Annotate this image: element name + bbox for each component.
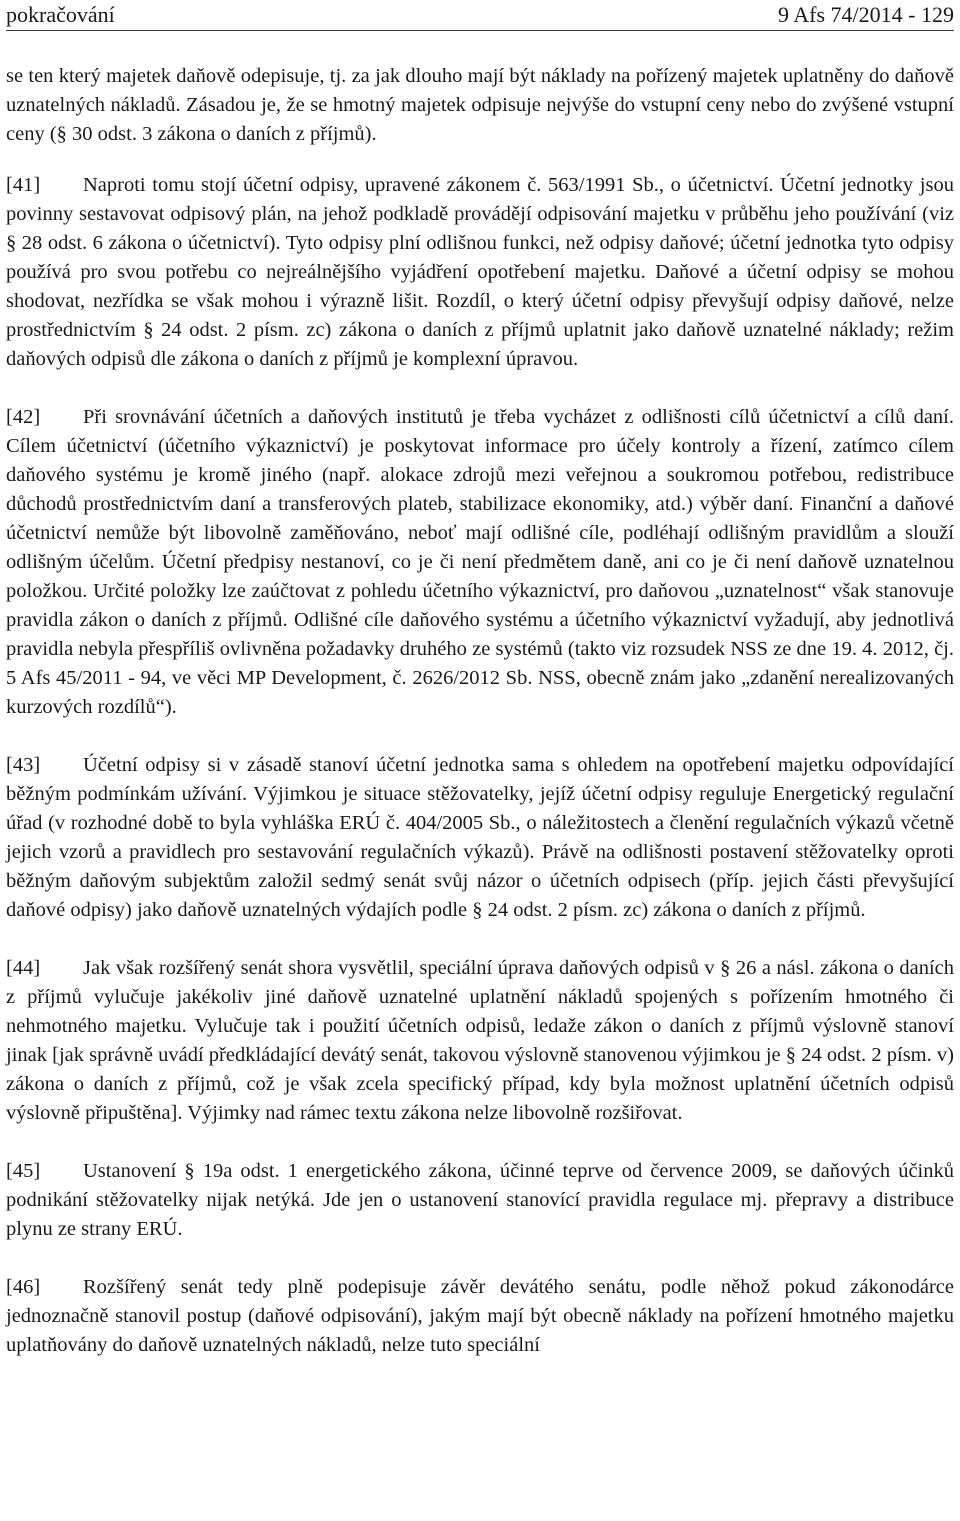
paragraph-number: [44] xyxy=(6,957,41,979)
paragraph-continuation xyxy=(6,62,954,149)
paragraph-text: Rozšířený senát tedy plně podepisuje závěr devátého senátu, podle něhož pokud zákonodárce jednoznačně stanovil postup (daňové odpisování), jakým mají být obecně náklady na pořízení hmotného majetku uplatňovány do daňově uznatelných nákladů, nelze tuto speciální xyxy=(6,1276,954,1356)
paragraph-number: [43] xyxy=(6,754,41,776)
paragraph-42 xyxy=(6,403,954,722)
paragraph-43 xyxy=(6,751,954,925)
paragraph-41 xyxy=(6,171,954,374)
header-continuation-label: pokračování xyxy=(6,2,115,27)
paragraph-text: Účetní odpisy si v zásadě stanoví účetní jednotka sama s ohledem na opotřebení majetku odpovídající běžným podmínkám užívání. Výjimkou je situace stěžovatelky, jejíž účetní odpisy reguluje Energetický regulační úřad (v rozhodné době to byla vyhláška ERÚ č. 404/2005 Sb., o náležitostech a členění regulačních výkazů včetně jejich vzorů a pravidlech pro sestavování regulačních výkazů). Právě na odlišnosti postavení stěžovatelky oproti běžným daňovým subjektům založil sedmý senát svůj názor o účetních odpisech (příp. jejich části převyšující daňové odpisy) jako daňově uznatelných výdajích podle § 24 odst. 2 písm. zc) zákona o daních z příjmů. xyxy=(6,754,954,921)
paragraph-46 xyxy=(6,1273,954,1360)
paragraph-text: Jak však rozšířený senát shora vysvětlil, speciální úprava daňových odpisů v § 26 a násl. zákona o daních z příjmů vylučuje jakékoliv jiné daňově uznatelné uplatnění nákladů spojených s pořízením hmotného či nehmotného majetku. Vylučuje tak i použití účetních odpisů, ledaže zákon o daních z příjmů výslovně stanoví jinak [jak správně uvádí předkládající devátý senát, takovou výslovně stanovenou výjimkou je § 24 odst. 2 písm. v) zákona o daních z příjmů, což je však zcela specifický případ, kdy byla možnost uplatnění účetních odpisů výslovně připuštěna]. Výjimky nad rámec textu zákona nelze libovolně rozšiřovat. xyxy=(6,957,954,1124)
paragraph-number: [41] xyxy=(6,174,41,196)
paragraph-text: Naproti tomu stojí účetní odpisy, upravené zákonem č. 563/1991 Sb., o účetnictví. Účetní jednotky jsou povinny sestavovat odpisový plán, na jehož podkladě provádějí odpisování majetku v průběhu jeho používání (viz § 28 odst. 6 zákona o účetnictví). Tyto odpisy plní odlišnou funkci, než odpisy daňové; účetní jednotka tyto odpisy používá pro svou potřebu co nejreálnějšího vyjádření opotřebení majetku. Daňové a účetní odpisy se mohou shodovat, nezřídka se však mohou i výrazně lišit. Rozdíl, o který účetní odpisy převyšují odpisy daňové, nelze prostřednictvím § 24 odst. 2 písm. zc) zákona o daních z příjmů uplatnit jako daňově uznatelné náklady; režim daňových odpisů dle zákona o daních z příjmů je komplexní úpravou. xyxy=(6,174,954,370)
page-header xyxy=(6,0,954,31)
paragraph-number: [42] xyxy=(6,406,41,428)
paragraph-44 xyxy=(6,954,954,1128)
document-body xyxy=(6,62,954,1360)
paragraph-text: Při srovnávání účetních a daňových institutů je třeba vycházet z odlišnosti cílů účetnictví a cílů daní. Cílem účetnictví (účetního výkaznictví) je poskytovat informace pro účely kontroly a řízení, zatímco cílem daňového systému je kromě jiného (např. alokace zdrojů mezi veřejnou a soukromou potřebou, redistribuce důchodů prostřednictvím daní a transferových plateb, stabilizace ekonomiky, atd.) výběr daní. Finanční a daňové účetnictví nemůže být libovolně zaměňováno, neboť mají odlišné cíle, podléhají odlišným pravidlům a slouží odlišným účelům. Účetní předpisy nestanoví, co je či není předmětem daně, ani co je či není daňově uznatelnou položkou. Určité položky lze zaúčtovat z pohledu účetního výkaznictví, pro daňovou „uznatelnost“ však stanovuje pravidla zákon o daních z příjmů. Odlišné cíle daňového systému a účetního výkaznictví vyžadují, aby jednotlivá pravidla nebyla přespříliš ovlivněna požadavky druhého ze systémů (takto viz rozsudek NSS ze dne 19. 4. 2012, čj. 5 Afs 45/2011 - 94, ve věci MP Development, č. 2626/2012 Sb. NSS, obecně znám jako „zdanění nerealizovaných kurzových rozdílů“). xyxy=(6,406,954,718)
paragraph-45 xyxy=(6,1157,954,1244)
case-number: 9 Afs 74/2014 - 129 xyxy=(778,2,954,27)
paragraph-number: [45] xyxy=(6,1160,41,1182)
paragraph-text: Ustanovení § 19a odst. 1 energetického zákona, účinné teprve od července 2009, se daňových účinků podnikání stěžovatelky nijak netýká. Jde jen o ustanovení stanovící pravidla regulace mj. přepravy a distribuce plynu ze strany ERÚ. xyxy=(6,1160,954,1240)
document-page xyxy=(6,0,954,1360)
paragraph-text: se ten který majetek daňově odepisuje, tj. za jak dlouho mají být náklady na pořízený majetek uplatněny do daňově uznatelných nákladů. Zásadou je, že se hmotný majetek odpisuje nejvýše do vstupní ceny nebo do zvýšené vstupní ceny (§ 30 odst. 3 zákona o daních z příjmů). xyxy=(6,65,954,145)
paragraph-number: [46] xyxy=(6,1276,41,1298)
